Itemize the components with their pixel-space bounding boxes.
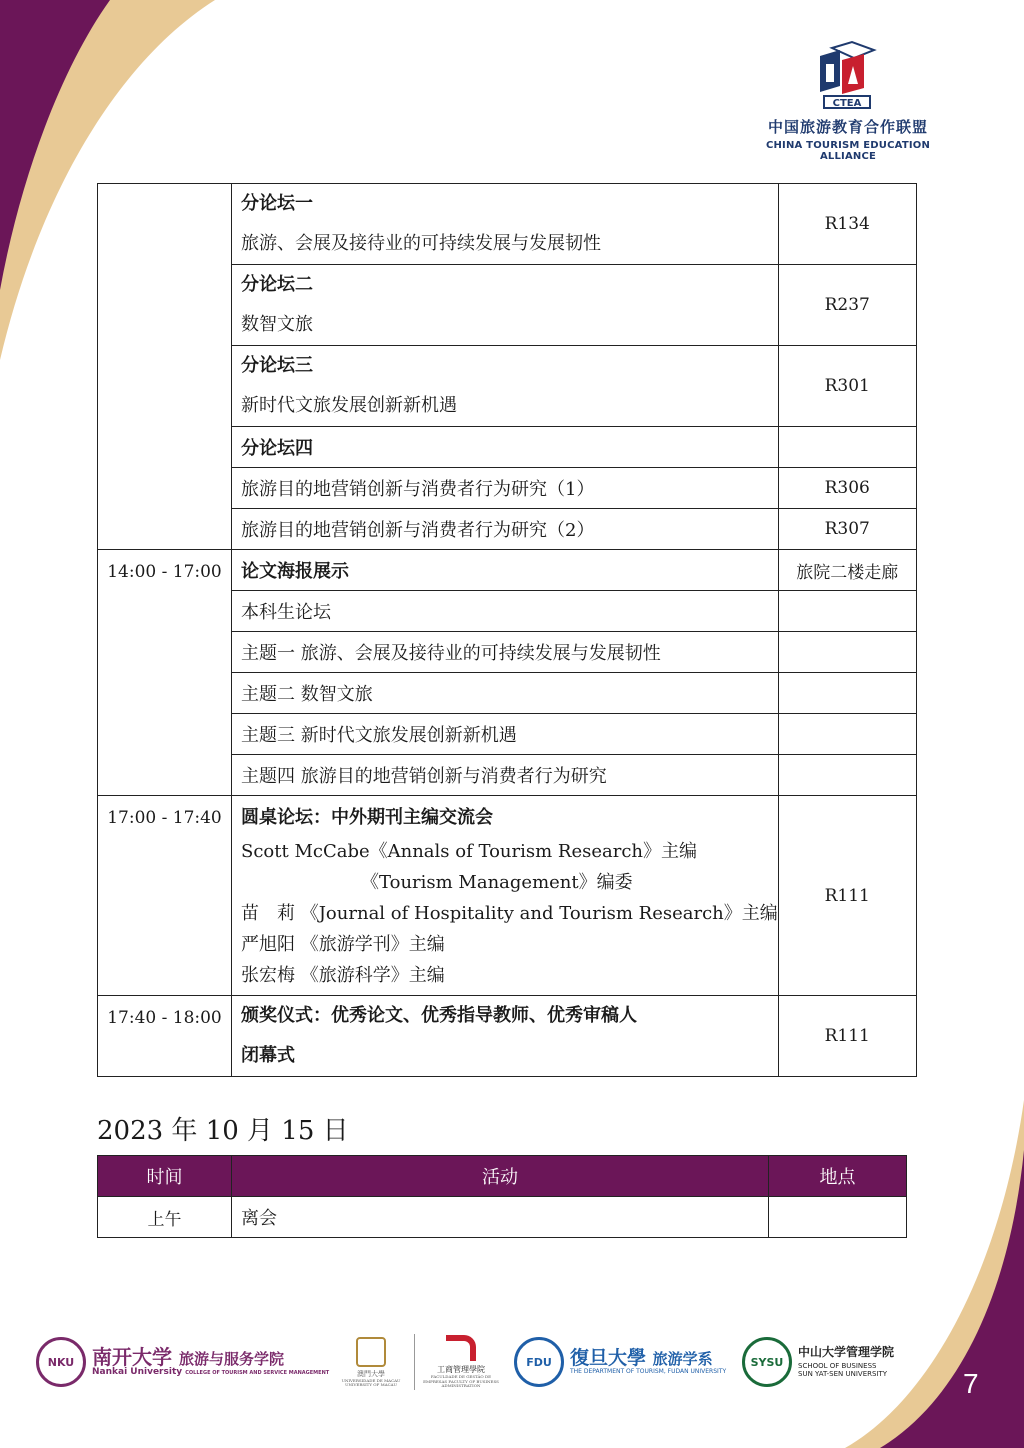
poster-row-undergrad: 本科生论坛 — [232, 591, 779, 632]
fudan-dept-cn: 旅游学系 — [652, 1350, 713, 1369]
schedule-row-time: 上午 — [98, 1197, 232, 1238]
fudan-seal-icon: FDU — [514, 1337, 564, 1387]
roundtable-line-2: 《Tourism Management》编委 — [361, 872, 633, 893]
forum-1-room: R134 — [778, 184, 916, 265]
sysu-logo — [742, 1330, 894, 1394]
poster-row-blank — [778, 673, 916, 714]
poster-title: 论文海报展示 — [232, 550, 779, 591]
forum-2-subtitle: 数智文旅 — [241, 314, 313, 335]
logo-letters: CTEA — [832, 98, 862, 109]
page-number: 7 — [963, 1368, 979, 1399]
award-line-2: 闭幕式 — [241, 1045, 295, 1066]
macau-faculty-icon — [446, 1335, 476, 1361]
poster-row-blank — [778, 755, 916, 796]
ctea-cube-icon — [812, 40, 884, 112]
poster-row-theme-4: 主题四 旅游目的地营销创新与消费者行为研究 — [232, 755, 779, 796]
forum-4-row-1: 旅游目的地营销创新与消费者行为研究（1） — [232, 468, 779, 509]
nankai-college-en: COLLEGE OF TOURISM AND SERVICE MANAGEMENT — [185, 1370, 330, 1377]
forum-3-cell — [232, 346, 779, 427]
ctea-logo — [748, 40, 948, 162]
forum-2-room: R237 — [778, 265, 916, 346]
fudan-logo — [514, 1330, 726, 1394]
schedule-row-location — [769, 1197, 907, 1238]
nankai-name-cn: 南开大学 — [92, 1345, 172, 1370]
roundtable-line-3: 苗 莉 《Journal of Hospitality and Tourism Research》主编 — [241, 903, 778, 924]
poster-row-blank — [778, 632, 916, 673]
forum-4-row-2: 旅游目的地营销创新与消费者行为研究（2） — [232, 509, 779, 550]
roundtable-line-5: 张宏梅 《旅游科学》主编 — [241, 965, 445, 986]
poster-row-theme-3: 主题三 新时代文旅发展创新新机遇 — [232, 714, 779, 755]
sysu-name-en-1: SCHOOL OF BUSINESS — [798, 1361, 877, 1370]
award-cell — [232, 996, 779, 1077]
forum-4-room-blank — [778, 427, 916, 468]
forum-3-subtitle: 新时代文旅发展创新新机遇 — [241, 395, 457, 416]
header-activity: 活动 — [232, 1156, 769, 1197]
nankai-seal-icon: NKU — [36, 1337, 86, 1387]
forum-4-row-2-room: R307 — [778, 509, 916, 550]
forum-1-cell — [232, 184, 779, 265]
time-cell-blank — [98, 184, 232, 550]
program-table — [97, 183, 917, 1077]
poster-time: 14:00 - 17:00 — [98, 550, 232, 796]
poster-row-theme-2: 主题二 数智文旅 — [232, 673, 779, 714]
sysu-name-cn: 中山大学管理学院 — [798, 1344, 895, 1359]
nankai-name-en: Nankai University — [92, 1367, 183, 1378]
header-location: 地点 — [769, 1156, 907, 1197]
forum-1-title: 分论坛一 — [241, 193, 313, 214]
org-name-cn: 中国旅游教育合作联盟 — [767, 118, 928, 136]
macau-name-en: UNIVERSIDADE DE MACAU UNIVERSITY OF MACAU — [341, 1377, 401, 1387]
poster-row-theme-1: 主题一 旅游、会展及接待业的可持续发展与发展韧性 — [232, 632, 779, 673]
poster-row-blank — [778, 714, 916, 755]
org-name-en: CHINA TOURISM EDUCATION ALLIANCE — [765, 140, 931, 162]
forum-2-cell — [232, 265, 779, 346]
poster-location: 旅院二楼走廊 — [778, 550, 916, 591]
award-line-1: 颁奖仪式：优秀论文、优秀指导教师、优秀审稿人 — [241, 1005, 637, 1026]
award-room: R111 — [778, 996, 916, 1077]
sysu-seal-icon: SYSU — [742, 1337, 792, 1387]
roundtable-cell — [232, 796, 779, 996]
macau-faculty-en: FACULDADE DE GESTÃO DE EMPRESAS FACULTY OF BUSINESS ADMINISTRATION — [423, 1374, 499, 1389]
nankai-college-cn: 旅游与服务学院 — [178, 1350, 284, 1369]
roundtable-title: 圆桌论坛：中外期刊主编交流会 — [241, 807, 493, 828]
forum-1-subtitle: 旅游、会展及接待业的可持续发展与发展韧性 — [241, 233, 601, 254]
forum-3-room: R301 — [778, 346, 916, 427]
footer-logos — [36, 1330, 936, 1394]
macau-name-cn: 澳門大學 — [357, 1369, 385, 1378]
roundtable-line-4: 严旭阳 《旅游学刊》主编 — [241, 934, 445, 955]
date-heading: 2023 年 10 月 15 日 — [97, 1116, 349, 1146]
macau-faculty-cn: 工商管理學院 — [437, 1365, 485, 1375]
roundtable-time: 17:00 - 17:40 — [98, 796, 232, 996]
nankai-logo — [36, 1330, 329, 1394]
roundtable-room: R111 — [778, 796, 916, 996]
schedule-row-activity: 离会 — [232, 1197, 769, 1238]
sysu-name-en-2: SUN YAT-SEN UNIVERSITY — [798, 1369, 888, 1378]
macau-crest-icon — [356, 1337, 386, 1367]
forum-4-row-1-room: R306 — [778, 468, 916, 509]
forum-4-title: 分论坛四 — [232, 427, 779, 468]
macau-divider — [414, 1334, 415, 1390]
macau-logo — [336, 1330, 499, 1394]
roundtable-line-1: Scott McCabe《Annals of Tourism Research》主编 — [241, 841, 698, 862]
forum-3-title: 分论坛三 — [241, 355, 313, 376]
poster-row-blank — [778, 591, 916, 632]
header-time: 时间 — [98, 1156, 232, 1197]
fudan-name-en: THE DEPARTMENT OF TOURISM, FUDAN UNIVERSITY — [570, 1368, 727, 1376]
fudan-name-cn: 復旦大學 — [570, 1347, 647, 1370]
forum-2-title: 分论坛二 — [241, 274, 313, 295]
award-time: 17:40 - 18:00 — [98, 996, 232, 1077]
schedule-table-oct-15 — [97, 1155, 907, 1238]
